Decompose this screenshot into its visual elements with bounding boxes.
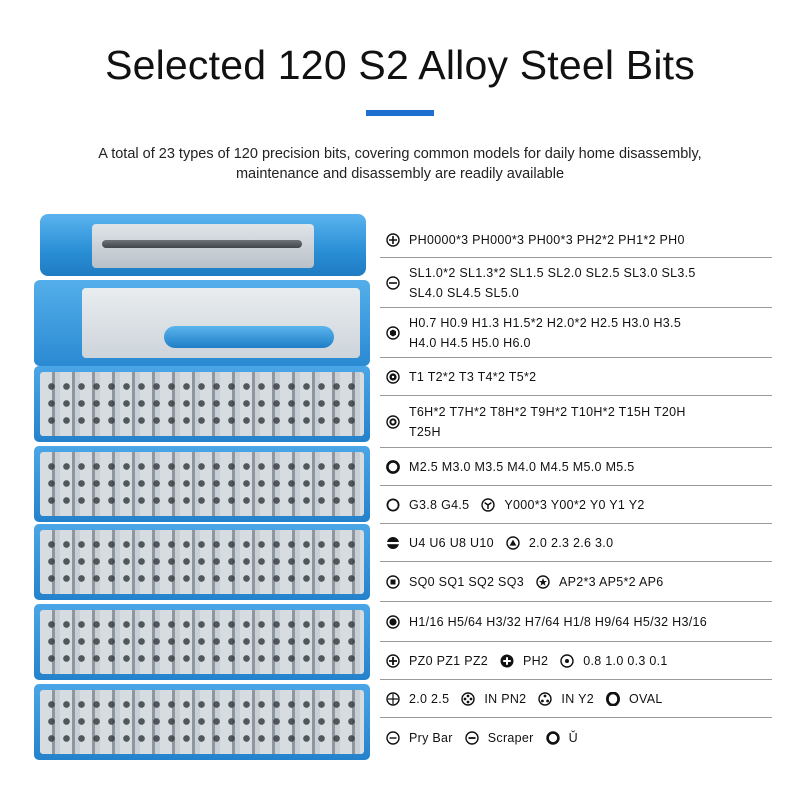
spec-text: T1 T2*2 T3 T4*2 T5*2 (409, 369, 537, 384)
scraper-icon (465, 731, 479, 745)
spec-text: PZ0 PZ1 PZ2 (409, 653, 489, 668)
square-icon (386, 575, 400, 589)
oval-icon (606, 692, 620, 706)
spec-row-u-triangle (380, 524, 772, 562)
phillips-icon (386, 233, 400, 247)
in-y2-icon (538, 692, 552, 706)
storage-tube (40, 214, 366, 276)
bit-row (34, 524, 370, 600)
spec-row-g-y (380, 486, 772, 524)
spec-text: 2.0 2.3 2.6 3.0 (528, 535, 614, 550)
bit-row (34, 366, 370, 442)
spec-text: G3.8 G4.5 (409, 497, 470, 512)
cross-bold-icon (500, 654, 514, 668)
spec-text: H4.0 H4.5 H5.0 H6.0 (409, 335, 531, 350)
tri-wing-icon (481, 498, 495, 512)
spec-row-hex-inch (380, 602, 772, 642)
ring-icon (386, 498, 400, 512)
pentalobe-ring-icon (386, 460, 400, 474)
spec-text: H0.7 H0.9 H1.3 H1.5*2 H2.0*2 H2.5 H3.0 H3.5 (409, 315, 682, 330)
spec-text: Y000*3 Y00*2 Y0 Y1 Y2 (504, 497, 645, 512)
page-title: Selected 120 S2 Alloy Steel Bits (105, 42, 695, 88)
spec-text: T25H (409, 424, 441, 439)
top-tray (34, 280, 370, 366)
spec-row-slotted (380, 258, 772, 308)
star-icon (536, 575, 550, 589)
u-bit-icon (546, 731, 560, 745)
bit-spec-list (380, 222, 772, 758)
screwdriver-bit-kit-image (34, 214, 372, 794)
spec-text: T6H*2 T7H*2 T8H*2 T9H*2 T10H*2 T15H T20H (409, 404, 686, 419)
spec-text: IN Y2 (561, 691, 594, 706)
u-shape-icon (386, 536, 400, 550)
spec-text: H1/16 H5/64 H3/32 H7/64 H1/8 H9/64 H5/32 H3/16 (409, 614, 708, 629)
dot-ring-icon (560, 654, 574, 668)
spec-text: Scraper (487, 731, 534, 745)
spec-text: IN PN2 (484, 691, 527, 706)
spec-row-tools (380, 718, 772, 758)
subtitle-line-1: A total of 23 types of 120 precision bits, covering common models for daily home disassembly, (98, 146, 702, 162)
spec-row-m (380, 448, 772, 486)
spec-text: Ǔ (568, 731, 578, 745)
spec-text: SL4.0 SL4.5 SL5.0 (409, 285, 520, 300)
spec-row-in (380, 680, 772, 718)
spec-text: 0.8 1.0 0.3 0.1 (583, 653, 668, 668)
subtitle-line-2: maintenance and disassembly are readily available (235, 166, 565, 182)
pry-bar-icon (386, 731, 400, 745)
bit-row (34, 684, 370, 760)
spec-text: OVAL (628, 691, 663, 706)
spec-row-phillips (380, 222, 772, 258)
cross-thin-icon (386, 692, 400, 706)
spec-row-torx-security (380, 396, 772, 448)
spec-text: 2.0 2.5 (409, 691, 450, 706)
spec-text: M2.5 M3.0 M3.5 M4.0 M4.5 M5.0 M5.5 (409, 459, 635, 474)
title-underline (366, 110, 434, 116)
spec-row-torx (380, 358, 772, 396)
spec-text: PH0000*3 PH000*3 PH00*3 PH2*2 PH1*2 PH0 (409, 232, 685, 247)
spec-row-hex (380, 308, 772, 358)
subtitle (40, 144, 760, 184)
spec-text: Pry Bar (409, 731, 453, 745)
torx-security-icon (386, 415, 400, 429)
spec-text: U4 U6 U8 U10 (409, 535, 494, 550)
spec-text: AP2*3 AP5*2 AP6 (558, 574, 664, 589)
pozidriv-icon (386, 654, 400, 668)
spec-text: SQ0 SQ1 SQ2 SQ3 (409, 574, 524, 589)
spec-row-pz-ph (380, 642, 772, 680)
triangle-icon (506, 536, 520, 550)
in-pn2-icon (461, 692, 475, 706)
spec-text: PH2 (523, 653, 549, 668)
slotted-icon (386, 276, 400, 290)
bit-row (34, 446, 370, 522)
hex-inch-icon (386, 615, 400, 629)
bit-row (34, 604, 370, 680)
screwdriver-handle (102, 240, 302, 248)
torx-icon (386, 370, 400, 384)
spec-row-sq-ap (380, 562, 772, 602)
hex-icon (386, 326, 400, 340)
spec-text: SL1.0*2 SL1.3*2 SL1.5 SL2.0 SL2.5 SL3.0 SL3.5 (409, 265, 696, 280)
extension-holder (164, 326, 334, 348)
